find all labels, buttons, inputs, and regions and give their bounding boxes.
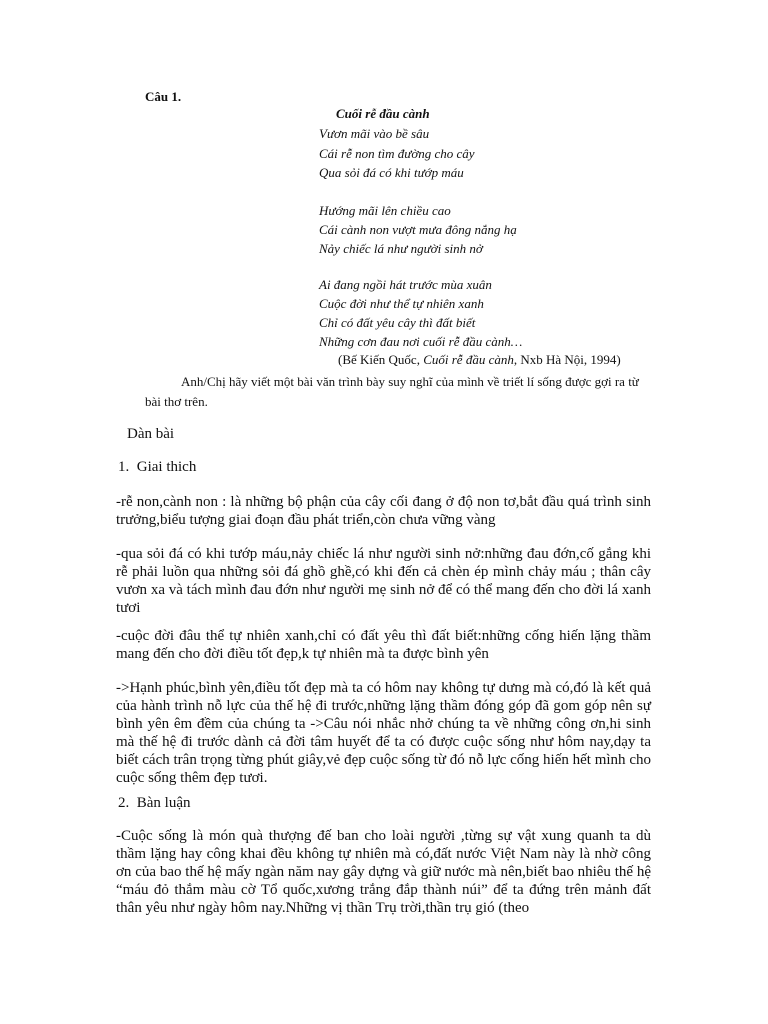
paragraph-explain-2: -qua sỏi đá có khi tướp máu,nảy chiếc lá như người sinh nở:những đau đớn,cố gắng khi rễ phải luồn qua những sỏi đá ghồ ghề,có khi đến cả chèn ép mình chảy máu ; thân cây vươn xa và tách mình đau đớn như người mẹ sinh nở để có thể mang đến cho đời lá xanh tươi [116,546,651,616]
section-number: 2. [118,795,130,811]
citation-author: (Bế Kiến Quốc, [338,352,424,367]
citation-work-title: Cuối rễ đầu cành [423,352,514,367]
citation-publisher: , Nxb Hà Nội, 1994) [513,352,621,367]
question-prompt: Anh/Chị hãy viết một bài văn trình bày suy nghĩ của mình về triết lí sống được gợi ra từ bài thơ trên. [145,374,639,409]
poem-line: Cuộc đời như thể tự nhiên xanh [319,296,484,311]
question-label: Câu 1. [145,89,182,104]
section-heading-1 [118,459,196,476]
poem-line: Cái cành non vượt mưa đông nắng hạ [319,222,517,237]
poem-line: Nảy chiếc lá như người sinh nở [319,241,483,256]
paragraph-explain-3: -cuộc đời đâu thể tự nhiên xanh,chỉ có đất yêu thì đất biết:những cống hiến lặng thầm mang đến cho đời điều tốt đẹp,k tự nhiên mà ta được bình yên [116,628,651,662]
poem-line: Chỉ có đất yêu cây thì đất biết [319,315,476,330]
section-number: 1. [118,459,130,475]
poem-citation [338,352,621,368]
section-title: Giai thich [136,459,197,475]
section-heading-2 [118,795,191,812]
poem-line: Những cơn đau nơi cuối rễ đầu cành… [319,334,523,349]
outline-title: Dàn bài [127,426,175,442]
paragraph-explain-4: ->Hạnh phúc,bình yên,điều tốt đẹp mà ta có hôm nay không tự dưng mà có,đó là kết quả của hành trình nỗ lực của thế hệ đi trước,những lặng thầm đóng góp đã gom góp nên sự bình yên êm đềm của chúng ta ->Câu nói nhắc nhở chúng ta về những công ơn,hi sinh mà thế hệ đi trước dành cả đời tâm huyết để ta có được cuộc sống như hôm nay,dạy ta biết cách trân trọng từng phút giây,vẻ đẹp cuộc sống từ đó nỗ lực cống hiến hết mình cho cuộc sống thêm đẹp tươi. [116,680,651,786]
poem-line: Qua sỏi đá có khi tướp máu [319,165,464,180]
paragraph-explain-1: -rễ non,cành non : là những bộ phận của cây cối đang ở độ non tơ,bắt đầu quá trình sinh trưởng,biểu tượng giai đoạn đầu phát triển,còn chưa vững vàng [116,494,651,528]
poem-line: Hướng mãi lên chiều cao [319,203,451,218]
poem-title: Cuối rễ đầu cành [336,106,430,121]
poem-line: Vươn mãi vào bề sâu [319,126,430,141]
section-title: Bàn luận [136,795,191,811]
poem-line: Ai đang ngồi hát trước mùa xuân [319,277,492,292]
paragraph-discuss-1: -Cuộc sống là món quà thượng đế ban cho loài người ,từng sự vật xung quanh ta dù thầm lặng hay công khai đều không tự nhiên mà có,đất nước Việt Nam này là nhờ công ơn của bao thế hệ mấy ngàn năm nay gây dựng và giữ nước mà nên,biết bao nhiêu thế hệ “máu đỏ thắm màu cờ Tổ quốc,xương trắng đắp thành núi” để ta đứng trên mảnh đất thân yêu như ngày hôm nay.Những vị thần Trụ trời,thần trụ gió (theo [116,828,651,916]
poem-line: Cái rễ non tìm đường cho cây [319,146,475,161]
